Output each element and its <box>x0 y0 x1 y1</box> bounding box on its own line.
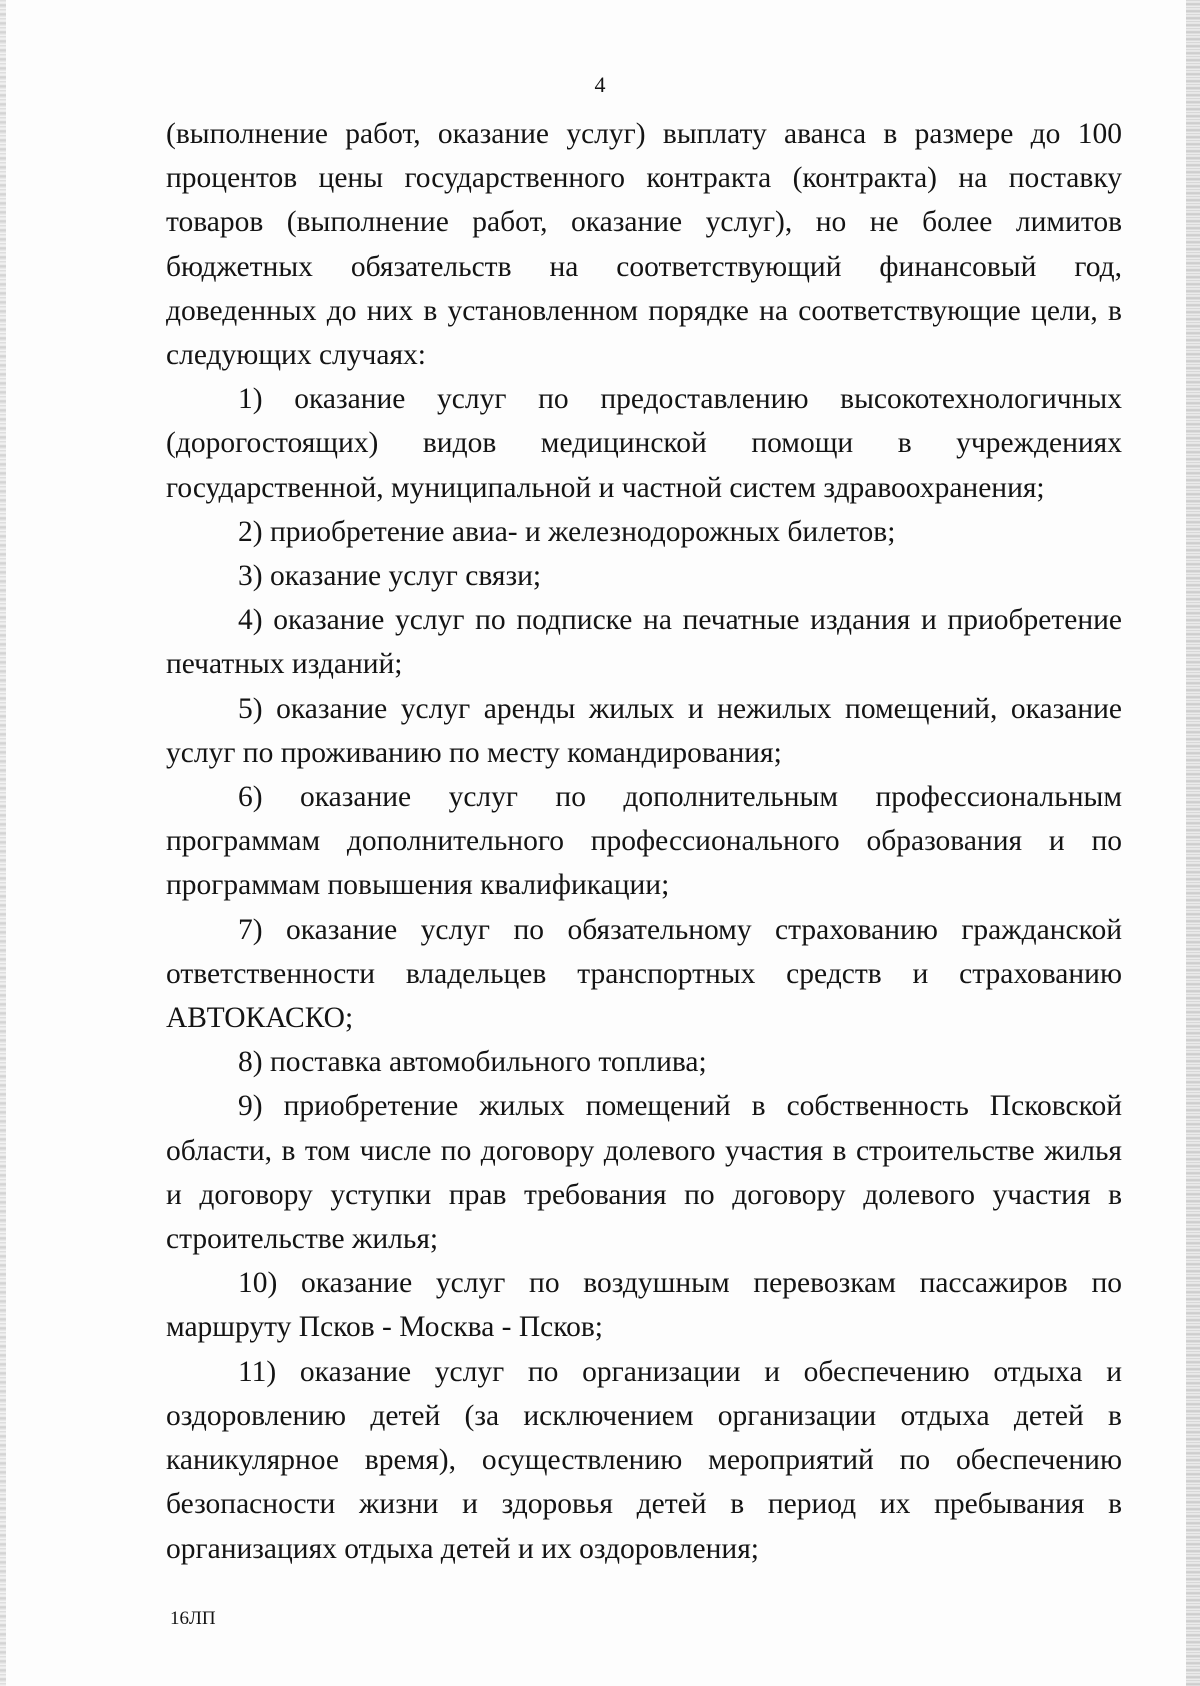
document-body <box>166 112 1122 1571</box>
list-item-2: 2) приобретение авиа- и железнодорожных билетов; <box>238 515 896 548</box>
list-item-5: 5) оказание услуг аренды жилых и нежилых помещений, оказание услуг по проживанию по месту командирования; <box>166 692 1122 769</box>
list-item-10: 10) оказание услуг по воздушным перевозкам пассажиров по маршруту Псков - Москва - Псков; <box>166 1267 1122 1344</box>
document-code: 16ЛП <box>170 1608 216 1629</box>
list-item-1: 1) оказание услуг по предоставлению высокотехнологичных (дорогостоящих) видов медицинской помощи в учреждениях государственной, муниципальной и частной систем здравоохранения; <box>166 383 1122 504</box>
list-item-9: 9) приобретение жилых помещений в собственность Псковской области, в том числе по договору долевого участия в строительстве жилья и договору уступки прав требования по договору долевого участия в строительстве жилья; <box>166 1090 1122 1256</box>
scan-edge-left <box>0 0 6 1686</box>
list-item-3: 3) оказание услуг связи; <box>238 560 542 593</box>
list-item-11: 11) оказание услуг по организации и обеспечению отдыха и оздоровлению детей (за исключением организации отдыха детей в каникулярное время), осуществлению мероприятий по обеспечению безопасности жизни и здоровья детей в период их пребывания в организациях отдыха детей и их оздоровления; <box>166 1355 1122 1565</box>
list-item-6: 6) оказание услуг по дополнительным профессиональным программам дополнительного профессионального образования и по программам повышения квалификации; <box>166 781 1122 902</box>
page-number: 4 <box>594 72 606 97</box>
list-item-7: 7) оказание услуг по обязательному страхованию гражданской ответственности владельцев транспортных средств и страхованию АВТОКАСКО; <box>166 913 1122 1035</box>
list-item-8: 8) поставка автомобильного топлива; <box>238 1046 707 1079</box>
scan-edge-right <box>1186 0 1200 1686</box>
list-item-4: 4) оказание услуг по подписке на печатные издания и приобретение печатных изданий; <box>166 604 1122 681</box>
paragraph-intro: (выполнение работ, оказание услуг) выплату аванса в размере до 100 процентов цены государственного контракта (контракта) на поставку товаров (выполнение работ, оказание услуг), но не более лимитов бюджетных обязательств на соответствующий финансовый год, доведенных до них в установленном порядке на соответствующие цели, в следующих случаях: <box>166 118 1122 372</box>
